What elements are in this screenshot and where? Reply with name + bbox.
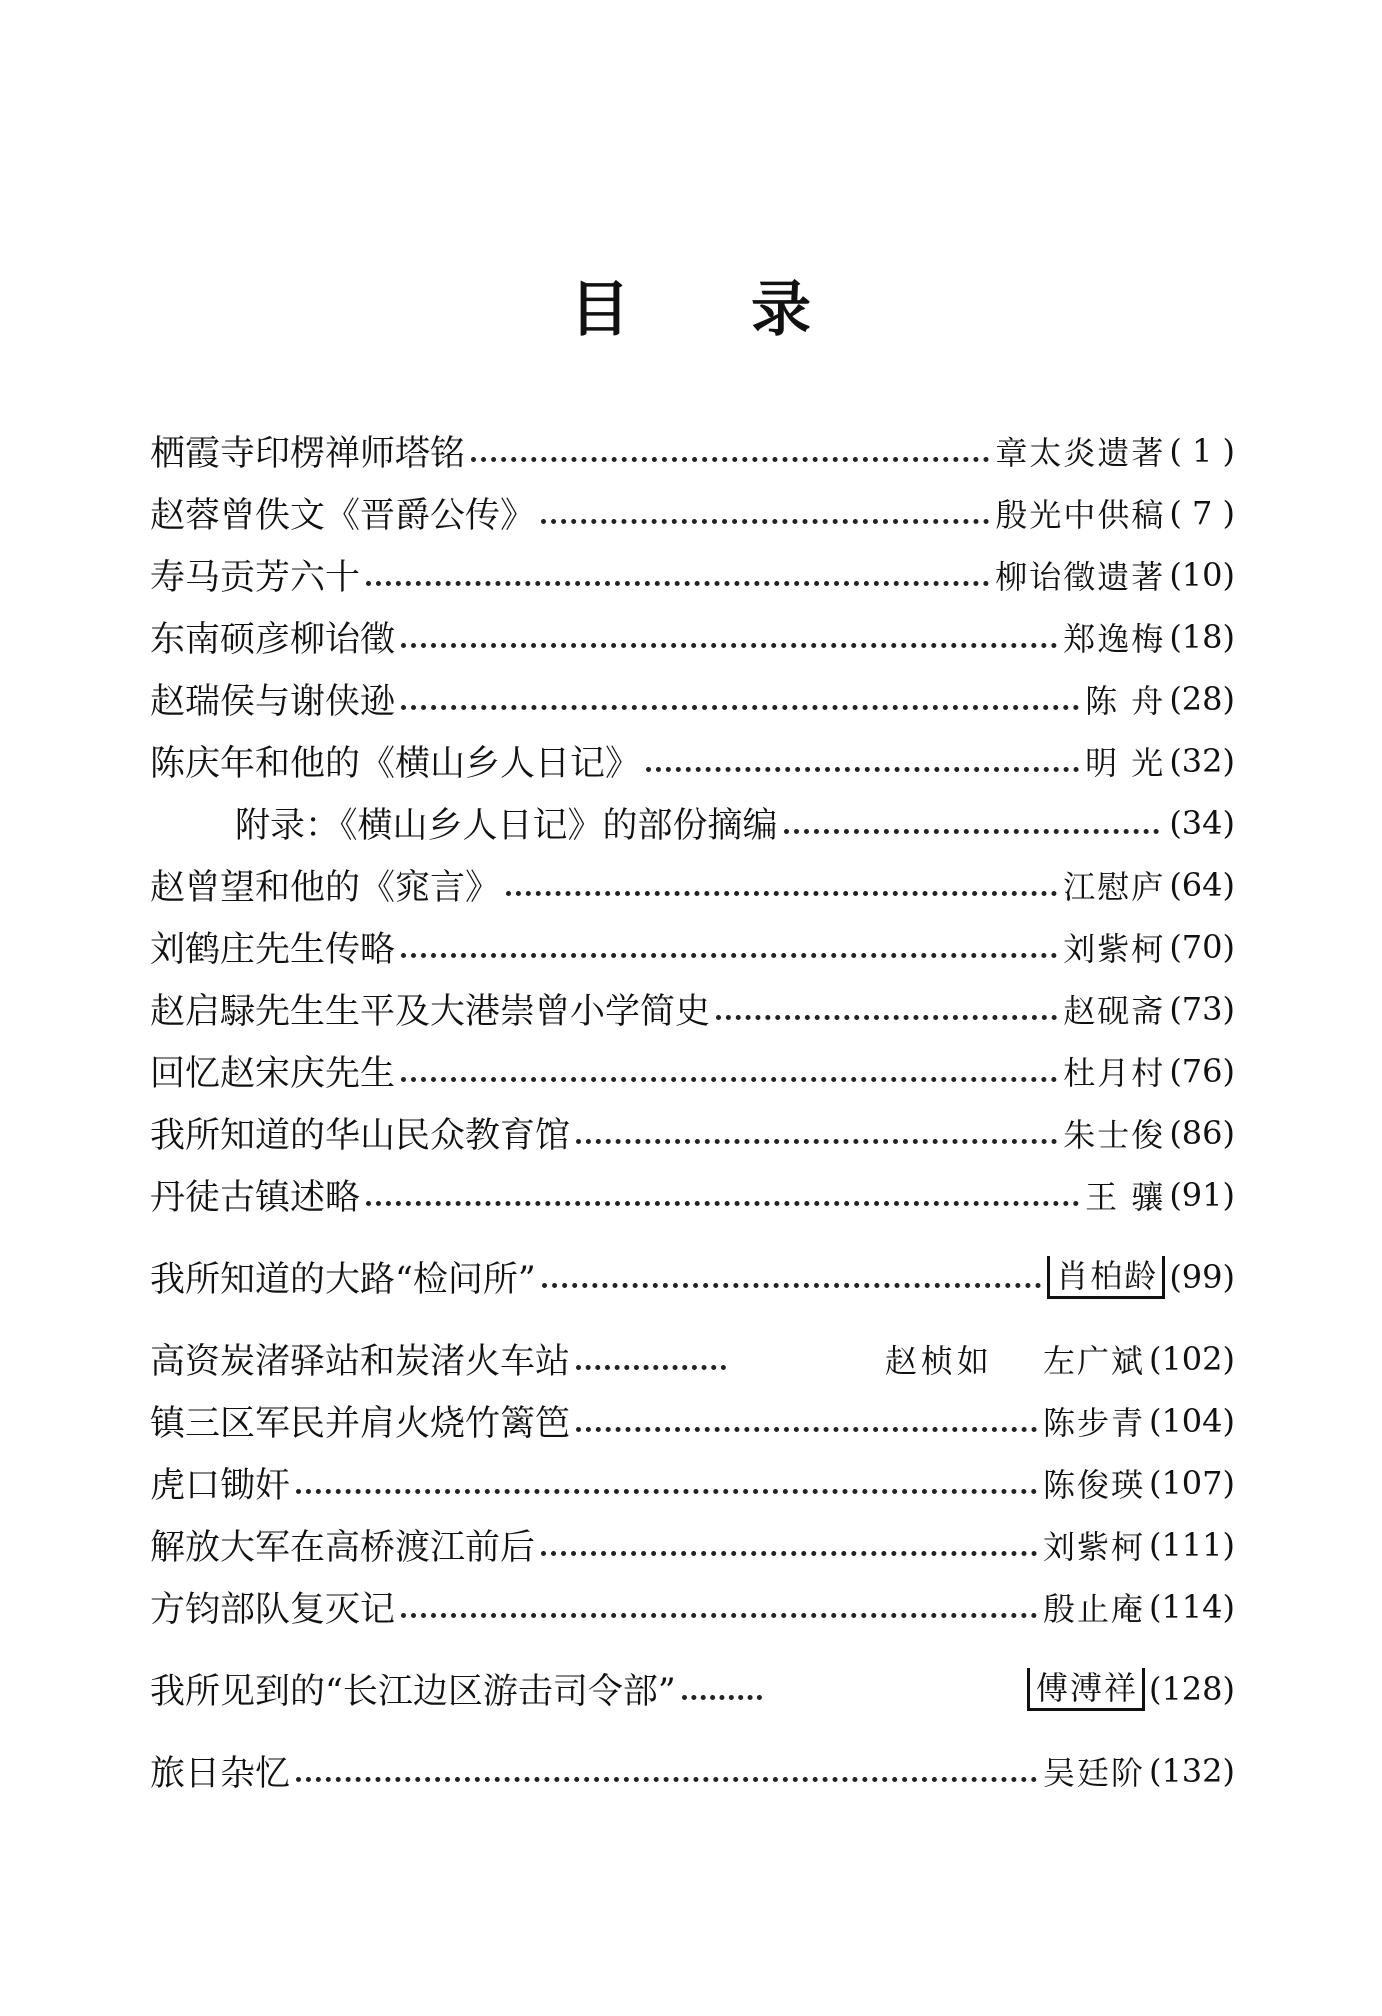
toc-entry-author-boxed: 傅溥祥 (1027, 1668, 1145, 1711)
toc-entry-title: 陈庆年和他的《横山乡人日记》 (150, 744, 641, 784)
toc-entry-author: 郑逸梅 (1063, 620, 1166, 658)
toc-entry[interactable] (150, 1164, 1235, 1226)
toc-entry[interactable] (150, 1390, 1235, 1452)
toc-entry[interactable] (150, 1328, 1235, 1390)
dot-leader (506, 891, 1057, 896)
toc-entry-title: 栖霞寺印楞禅师塔铭 (150, 434, 466, 474)
toc-entry-author: 朱士俊 (1063, 1116, 1166, 1154)
toc-entry-author-boxed: 肖柏龄 (1047, 1256, 1165, 1299)
toc-entry-author: 赵砚斋 (1063, 992, 1166, 1030)
toc-entry-page: (73) (1169, 990, 1235, 1028)
dot-leader (646, 767, 1079, 772)
toc-entry-page: (32) (1169, 742, 1235, 780)
toc-entry-page: (28) (1169, 680, 1235, 718)
toc-entry-page: (102) (1148, 1340, 1235, 1378)
toc-entry-title: 我所知道的华山民众教育馆 (150, 1116, 571, 1156)
toc-entry-title: 赵启騄先生生平及大港崇曾小学简史 (150, 992, 711, 1032)
toc-entry[interactable] (150, 606, 1235, 668)
toc-entry-title: 赵瑞侯与谢侠逊 (150, 682, 396, 722)
toc-entry-title: 丹徒古镇述略 (150, 1178, 361, 1218)
toc-entry-coauthor: 赵桢如 (884, 1342, 993, 1380)
toc-entry-page: (91) (1169, 1176, 1235, 1214)
toc-entry-page: (104) (1148, 1402, 1235, 1440)
dot-leader (576, 1365, 726, 1370)
page-title (0, 262, 1382, 348)
toc-entry[interactable] (150, 1740, 1235, 1802)
toc-entry-author: 殷止庵 (1042, 1590, 1145, 1628)
toc-entry-title: 镇三区军民并肩火烧竹篱笆 (150, 1404, 571, 1444)
toc-entry-author: 吴廷阶 (1042, 1754, 1145, 1792)
dot-leader (296, 1777, 1037, 1782)
toc-entry-title: 回忆赵宋庆先生 (150, 1054, 396, 1094)
dot-leader (716, 1015, 1057, 1020)
toc-entry-author: 刘紫柯 (1042, 1528, 1145, 1566)
toc-entry-page: (132) (1148, 1752, 1235, 1790)
dot-leader (541, 1551, 1037, 1556)
dot-leader (682, 1695, 762, 1700)
dot-leader (296, 1489, 1037, 1494)
toc-entry-page: (107) (1148, 1464, 1235, 1502)
dot-leader (576, 1139, 1057, 1144)
toc-entry-author: 王 骧 (1085, 1178, 1166, 1216)
toc-entry[interactable] (150, 482, 1235, 544)
toc-entry-title: 旅日杂忆 (150, 1754, 291, 1794)
toc-entry[interactable] (150, 1658, 1235, 1720)
dot-leader (471, 457, 989, 462)
dot-leader (366, 581, 989, 586)
toc-entry-page: (18) (1169, 618, 1235, 656)
toc-entry[interactable] (150, 1040, 1235, 1102)
toc-entry[interactable] (150, 916, 1235, 978)
toc-entry-page: (99) (1169, 1258, 1235, 1296)
toc-entry[interactable] (150, 1102, 1235, 1164)
toc-entry[interactable] (150, 1514, 1235, 1576)
toc-entry-author: 柳诒徵遗著 (995, 558, 1166, 596)
toc-entry-title: 刘鹤庄先生传略 (150, 930, 396, 970)
toc-entry[interactable] (150, 854, 1235, 916)
dot-leader (784, 829, 1160, 834)
toc-entry[interactable] (150, 978, 1235, 1040)
toc-entry[interactable] (150, 420, 1235, 482)
toc-entry-author: 殷光中供稿 (995, 496, 1166, 534)
toc-entry[interactable] (150, 1246, 1235, 1308)
toc-entry-page: (128) (1148, 1670, 1235, 1708)
toc-entry-author: 刘紫柯 (1063, 930, 1166, 968)
toc-entry[interactable] (150, 544, 1235, 606)
toc-entry-author: 陈步青 (1042, 1404, 1145, 1442)
toc-entry-title: 我所见到的“长江边区游击司令部” (150, 1672, 676, 1712)
toc-entry-author: 陈 舟 (1085, 682, 1166, 720)
toc-entry-author: 陈俊瑛 (1042, 1466, 1145, 1504)
toc-entry-title: 虎口锄奸 (150, 1466, 291, 1506)
dot-leader (401, 1077, 1057, 1082)
toc-entry-page: ( 7 ) (1169, 494, 1235, 532)
toc-entry-title: 方钧部队复灭记 (150, 1590, 396, 1630)
toc-entry-author: 杜月村 (1063, 1054, 1166, 1092)
title-char-2: 录 (751, 275, 813, 345)
toc-entry-title: 我所知道的大路“检问所” (150, 1260, 536, 1300)
dot-leader (401, 705, 1079, 710)
dot-leader (401, 643, 1057, 648)
toc-entry[interactable] (150, 1576, 1235, 1638)
toc-entry[interactable] (150, 730, 1235, 792)
dot-leader (401, 953, 1057, 958)
toc-entry-page: (64) (1169, 866, 1235, 904)
dot-leader (541, 519, 989, 524)
table-of-contents (150, 420, 1235, 1802)
toc-entry-title: 赵蓉曾佚文《晋爵公传》 (150, 496, 536, 536)
dot-leader (401, 1613, 1037, 1618)
toc-entry-page: (70) (1169, 928, 1235, 966)
toc-entry-page: (111) (1148, 1526, 1235, 1564)
toc-entry-author: 江慰庐 (1063, 868, 1166, 906)
toc-entry-appendix[interactable] (150, 792, 1235, 854)
toc-entry-page: (114) (1148, 1588, 1235, 1626)
toc-entry-page: (76) (1169, 1052, 1235, 1090)
toc-entry-title: 高资炭渚驿站和炭渚火车站 (150, 1342, 571, 1382)
title-char-1: 目 (569, 275, 631, 345)
toc-entry-page: (10) (1169, 556, 1235, 594)
toc-entry-author: 明 光 (1085, 744, 1166, 782)
toc-entry-author: 章太炎遗著 (995, 434, 1166, 472)
dot-leader (576, 1427, 1037, 1432)
toc-entry-page: (34) (1169, 804, 1235, 842)
dot-leader (366, 1201, 1079, 1206)
toc-entry[interactable] (150, 1452, 1235, 1514)
toc-entry-title: 附录：《横山乡人日记》的部份摘编 (235, 806, 778, 846)
toc-entry-author: 左广斌 (1042, 1342, 1145, 1380)
toc-entry[interactable] (150, 668, 1235, 730)
toc-entry-page: (86) (1169, 1114, 1235, 1152)
toc-entry-page: ( 1 ) (1169, 432, 1235, 470)
toc-entry-title: 东南硕彦柳诒徵 (150, 620, 396, 660)
dot-leader (542, 1283, 1042, 1288)
toc-entry-title: 寿马贡芳六十 (150, 558, 361, 598)
toc-entry-title: 解放大军在高桥渡江前后 (150, 1528, 536, 1568)
toc-entry-title: 赵曾望和他的《窕言》 (150, 868, 501, 908)
